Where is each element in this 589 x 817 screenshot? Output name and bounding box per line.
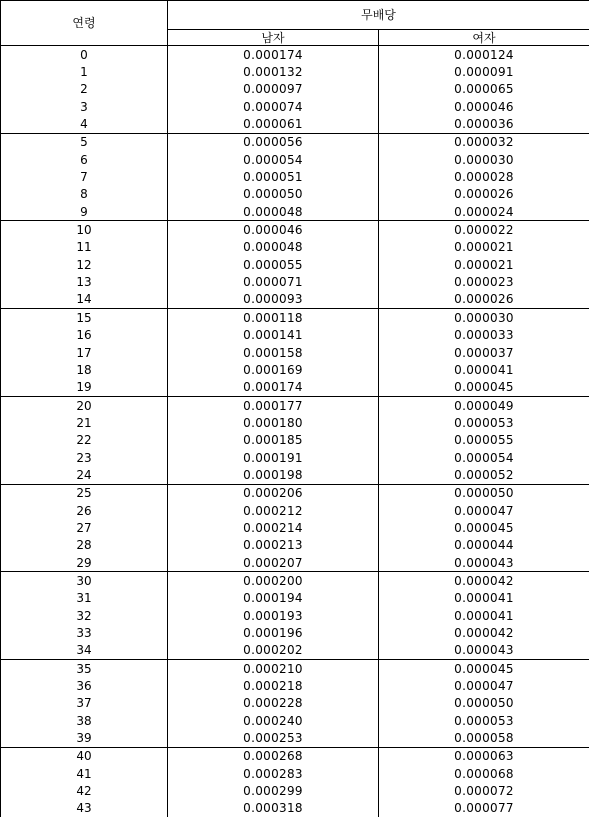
age-cell: 1 xyxy=(1,63,168,80)
male-rate-cell: 0.000253 xyxy=(168,729,379,747)
male-rate-cell: 0.000051 xyxy=(168,168,379,185)
male-rate-cell: 0.000191 xyxy=(168,449,379,466)
age-cell: 3 xyxy=(1,98,168,115)
table-row xyxy=(1,729,589,747)
age-cell: 31 xyxy=(1,590,168,607)
male-rate-cell: 0.000210 xyxy=(168,660,379,678)
age-cell: 27 xyxy=(1,519,168,536)
male-rate-cell: 0.000169 xyxy=(168,361,379,378)
table-row xyxy=(1,239,589,256)
age-cell: 4 xyxy=(1,115,168,133)
male-rate-cell: 0.000185 xyxy=(168,432,379,449)
male-rate-cell: 0.000071 xyxy=(168,273,379,290)
age-cell: 14 xyxy=(1,291,168,309)
female-rate-cell: 0.000077 xyxy=(379,800,589,817)
age-cell: 9 xyxy=(1,203,168,221)
male-rate-cell: 0.000158 xyxy=(168,344,379,361)
male-rate-cell: 0.000097 xyxy=(168,81,379,98)
female-rate-cell: 0.000124 xyxy=(379,46,589,64)
male-rate-cell: 0.000196 xyxy=(168,624,379,641)
female-rate-cell: 0.000042 xyxy=(379,572,589,590)
female-rate-cell: 0.000037 xyxy=(379,344,589,361)
table-row xyxy=(1,327,589,344)
female-rate-cell: 0.000047 xyxy=(379,502,589,519)
table-row xyxy=(1,379,589,397)
age-cell: 26 xyxy=(1,502,168,519)
table-row xyxy=(1,98,589,115)
table-row xyxy=(1,800,589,817)
table-row xyxy=(1,624,589,641)
male-rate-cell: 0.000318 xyxy=(168,800,379,817)
table-row xyxy=(1,309,589,327)
male-rate-cell: 0.000299 xyxy=(168,782,379,799)
table-row xyxy=(1,660,589,678)
table-row xyxy=(1,361,589,378)
age-cell: 8 xyxy=(1,186,168,203)
age-cell: 42 xyxy=(1,782,168,799)
male-rate-cell: 0.000268 xyxy=(168,747,379,765)
age-cell: 39 xyxy=(1,729,168,747)
table-row xyxy=(1,765,589,782)
female-column-header: 여자 xyxy=(379,30,589,46)
female-rate-cell: 0.000033 xyxy=(379,327,589,344)
table-header xyxy=(1,1,589,46)
table-row xyxy=(1,782,589,799)
table-row xyxy=(1,46,589,64)
age-cell: 40 xyxy=(1,747,168,765)
male-rate-cell: 0.000054 xyxy=(168,151,379,168)
female-rate-cell: 0.000041 xyxy=(379,607,589,624)
female-rate-cell: 0.000068 xyxy=(379,765,589,782)
age-cell: 43 xyxy=(1,800,168,817)
female-rate-cell: 0.000042 xyxy=(379,624,589,641)
male-rate-cell: 0.000046 xyxy=(168,221,379,239)
age-cell: 32 xyxy=(1,607,168,624)
table-row xyxy=(1,642,589,660)
table-row xyxy=(1,81,589,98)
table-row xyxy=(1,186,589,203)
male-rate-cell: 0.000193 xyxy=(168,607,379,624)
age-cell: 29 xyxy=(1,554,168,572)
female-rate-cell: 0.000063 xyxy=(379,747,589,765)
age-cell: 12 xyxy=(1,256,168,273)
male-column-header: 남자 xyxy=(168,30,379,46)
female-rate-cell: 0.000052 xyxy=(379,466,589,484)
female-rate-cell: 0.000028 xyxy=(379,168,589,185)
male-rate-cell: 0.000218 xyxy=(168,677,379,694)
male-rate-cell: 0.000200 xyxy=(168,572,379,590)
age-cell: 15 xyxy=(1,309,168,327)
male-rate-cell: 0.000202 xyxy=(168,642,379,660)
male-rate-cell: 0.000207 xyxy=(168,554,379,572)
age-cell: 23 xyxy=(1,449,168,466)
female-rate-cell: 0.000030 xyxy=(379,309,589,327)
age-cell: 37 xyxy=(1,695,168,712)
female-rate-cell: 0.000021 xyxy=(379,239,589,256)
age-cell: 34 xyxy=(1,642,168,660)
female-rate-cell: 0.000036 xyxy=(379,115,589,133)
male-rate-cell: 0.000074 xyxy=(168,98,379,115)
male-rate-cell: 0.000283 xyxy=(168,765,379,782)
table-row xyxy=(1,344,589,361)
table-row xyxy=(1,466,589,484)
table-row xyxy=(1,273,589,290)
female-rate-cell: 0.000045 xyxy=(379,379,589,397)
table-row xyxy=(1,519,589,536)
table-row xyxy=(1,63,589,80)
female-rate-cell: 0.000021 xyxy=(379,256,589,273)
female-rate-cell: 0.000026 xyxy=(379,186,589,203)
age-cell: 25 xyxy=(1,484,168,502)
female-rate-cell: 0.000054 xyxy=(379,449,589,466)
female-rate-cell: 0.000043 xyxy=(379,642,589,660)
male-rate-cell: 0.000214 xyxy=(168,519,379,536)
male-rate-cell: 0.000206 xyxy=(168,484,379,502)
male-rate-cell: 0.000141 xyxy=(168,327,379,344)
male-rate-cell: 0.000194 xyxy=(168,590,379,607)
male-rate-cell: 0.000048 xyxy=(168,239,379,256)
age-cell: 13 xyxy=(1,273,168,290)
male-rate-cell: 0.000213 xyxy=(168,537,379,554)
male-rate-cell: 0.000048 xyxy=(168,203,379,221)
male-rate-cell: 0.000228 xyxy=(168,695,379,712)
age-cell: 22 xyxy=(1,432,168,449)
table-row xyxy=(1,133,589,151)
female-rate-cell: 0.000024 xyxy=(379,203,589,221)
table-row xyxy=(1,291,589,309)
table-row xyxy=(1,115,589,133)
age-cell: 21 xyxy=(1,414,168,431)
female-rate-cell: 0.000050 xyxy=(379,695,589,712)
age-cell: 2 xyxy=(1,81,168,98)
female-rate-cell: 0.000032 xyxy=(379,133,589,151)
male-rate-cell: 0.000132 xyxy=(168,63,379,80)
age-cell: 28 xyxy=(1,537,168,554)
female-rate-cell: 0.000022 xyxy=(379,221,589,239)
table-row xyxy=(1,414,589,431)
female-rate-cell: 0.000058 xyxy=(379,729,589,747)
table-row xyxy=(1,203,589,221)
female-rate-cell: 0.000043 xyxy=(379,554,589,572)
age-cell: 18 xyxy=(1,361,168,378)
age-cell: 11 xyxy=(1,239,168,256)
female-rate-cell: 0.000053 xyxy=(379,712,589,729)
table-row xyxy=(1,607,589,624)
table-row xyxy=(1,677,589,694)
female-rate-cell: 0.000026 xyxy=(379,291,589,309)
table-row xyxy=(1,256,589,273)
table-row xyxy=(1,590,589,607)
age-cell: 0 xyxy=(1,46,168,64)
male-rate-cell: 0.000093 xyxy=(168,291,379,309)
female-rate-cell: 0.000041 xyxy=(379,361,589,378)
age-cell: 7 xyxy=(1,168,168,185)
female-rate-cell: 0.000030 xyxy=(379,151,589,168)
table-row xyxy=(1,151,589,168)
male-rate-cell: 0.000240 xyxy=(168,712,379,729)
age-cell: 33 xyxy=(1,624,168,641)
table-row xyxy=(1,168,589,185)
table-body xyxy=(1,46,589,817)
table-row xyxy=(1,554,589,572)
female-rate-cell: 0.000072 xyxy=(379,782,589,799)
age-cell: 5 xyxy=(1,133,168,151)
male-rate-cell: 0.000177 xyxy=(168,396,379,414)
age-cell: 20 xyxy=(1,396,168,414)
table-row xyxy=(1,484,589,502)
male-rate-cell: 0.000055 xyxy=(168,256,379,273)
female-rate-cell: 0.000049 xyxy=(379,396,589,414)
age-cell: 24 xyxy=(1,466,168,484)
age-cell: 6 xyxy=(1,151,168,168)
age-cell: 10 xyxy=(1,221,168,239)
female-rate-cell: 0.000045 xyxy=(379,660,589,678)
female-rate-cell: 0.000055 xyxy=(379,432,589,449)
female-rate-cell: 0.000091 xyxy=(379,63,589,80)
group-column-header: 무배당 xyxy=(168,1,589,30)
age-cell: 30 xyxy=(1,572,168,590)
female-rate-cell: 0.000047 xyxy=(379,677,589,694)
female-rate-cell: 0.000046 xyxy=(379,98,589,115)
female-rate-cell: 0.000045 xyxy=(379,519,589,536)
table-row xyxy=(1,712,589,729)
male-rate-cell: 0.000061 xyxy=(168,115,379,133)
age-cell: 35 xyxy=(1,660,168,678)
male-rate-cell: 0.000174 xyxy=(168,379,379,397)
table-row xyxy=(1,747,589,765)
age-cell: 36 xyxy=(1,677,168,694)
table-row xyxy=(1,432,589,449)
male-rate-cell: 0.000056 xyxy=(168,133,379,151)
age-column-header: 연령 xyxy=(1,1,168,46)
table-row xyxy=(1,572,589,590)
table-row xyxy=(1,221,589,239)
female-rate-cell: 0.000053 xyxy=(379,414,589,431)
female-rate-cell: 0.000023 xyxy=(379,273,589,290)
female-rate-cell: 0.000044 xyxy=(379,537,589,554)
male-rate-cell: 0.000180 xyxy=(168,414,379,431)
age-cell: 17 xyxy=(1,344,168,361)
table-row xyxy=(1,502,589,519)
male-rate-cell: 0.000174 xyxy=(168,46,379,64)
male-rate-cell: 0.000118 xyxy=(168,309,379,327)
female-rate-cell: 0.000041 xyxy=(379,590,589,607)
age-cell: 38 xyxy=(1,712,168,729)
table-row xyxy=(1,396,589,414)
male-rate-cell: 0.000050 xyxy=(168,186,379,203)
male-rate-cell: 0.000198 xyxy=(168,466,379,484)
age-cell: 41 xyxy=(1,765,168,782)
table-row xyxy=(1,449,589,466)
female-rate-cell: 0.000065 xyxy=(379,81,589,98)
age-cell: 19 xyxy=(1,379,168,397)
table-row xyxy=(1,537,589,554)
male-rate-cell: 0.000212 xyxy=(168,502,379,519)
age-cell: 16 xyxy=(1,327,168,344)
table-row xyxy=(1,695,589,712)
female-rate-cell: 0.000050 xyxy=(379,484,589,502)
